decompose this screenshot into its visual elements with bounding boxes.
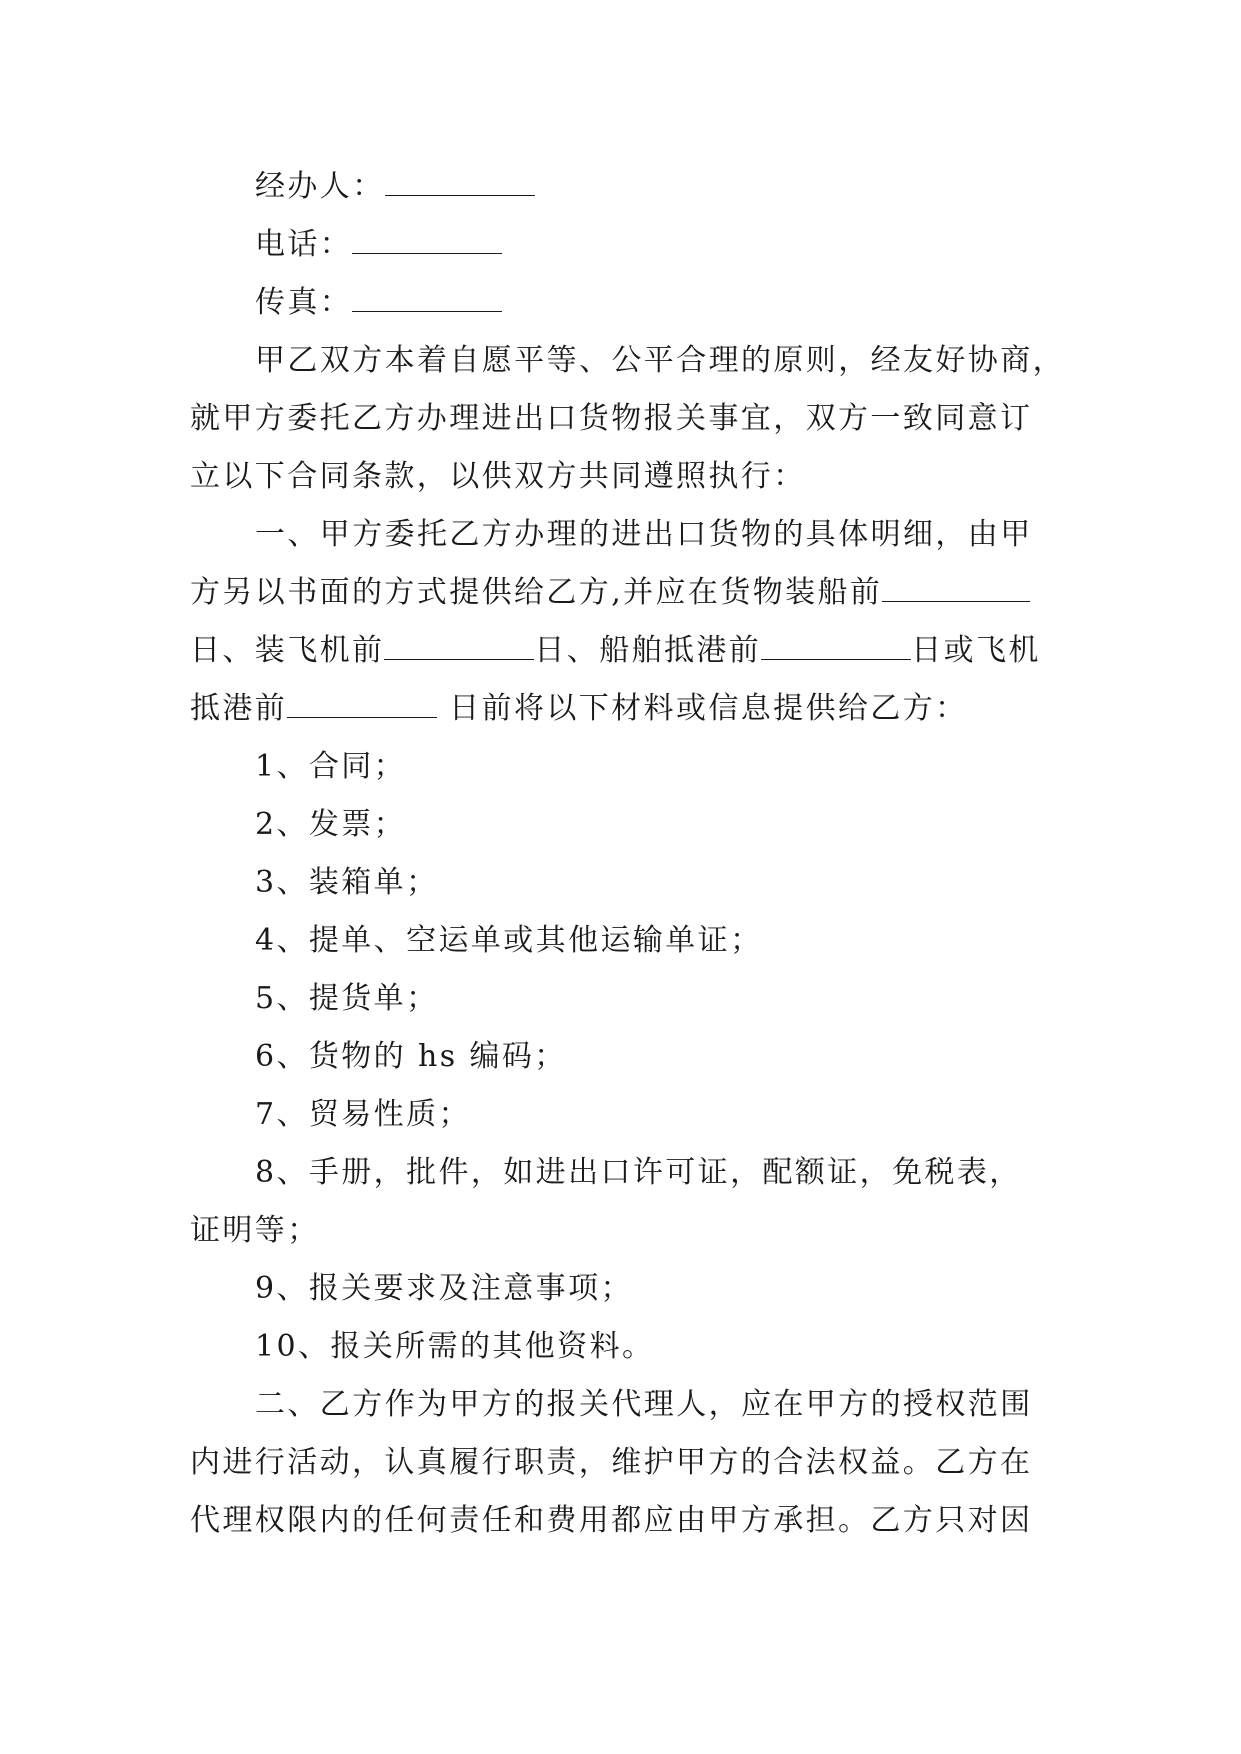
phone-blank: [352, 231, 502, 254]
clause1-line-2-text: 方另以书面的方式提供给乙方,并应在货物装船前: [190, 575, 883, 610]
clause1-line-3: [190, 622, 1052, 680]
list-item: 9、报关要求及注意事项；: [255, 1271, 633, 1306]
clause1-line-2: [190, 564, 1052, 622]
list-item: 4、提单、空运单或其他运输单证；: [255, 923, 763, 958]
document-page: [190, 158, 1065, 1550]
fax-label: 传真：: [255, 285, 353, 320]
fax-blank: [352, 289, 502, 312]
list-item: 5、提货单；: [255, 981, 439, 1016]
clause2-line-2: 内进行活动，认真履行职责，维护甲方的合法权益。乙方在: [190, 1445, 1033, 1480]
loading-date-blank: [882, 579, 1030, 602]
clause1-line-3-c: 日或飞机: [911, 633, 1041, 668]
fax-field: [190, 274, 1052, 332]
list-item: 7、贸易性质；: [255, 1097, 471, 1132]
list-item: 3、装箱单；: [255, 865, 439, 900]
list-item: 8、手册，批件，如进出口许可证，配额证，免税表，: [255, 1155, 1022, 1190]
list-item-continuation: 证明等；: [190, 1213, 320, 1248]
plane-arrival-blank: [287, 695, 437, 718]
intro-line-2: 就甲方委托乙方办理进出口货物报关事宜，双方一致同意订: [190, 401, 1033, 436]
phone-label: 电话：: [255, 227, 353, 262]
handler-field: [190, 158, 1052, 216]
handler-blank: [385, 173, 535, 196]
plane-loading-blank: [384, 637, 534, 660]
ship-arrival-blank: [761, 637, 911, 660]
list-item: 10、报关所需的其他资料。: [255, 1329, 655, 1364]
clause1-line-3-a: 日、装飞机前: [190, 633, 385, 668]
list-item: 2、发票；: [255, 807, 407, 842]
handler-label: 经办人：: [255, 169, 385, 204]
intro-line-1: 甲乙双方本着自愿平等、公平合理的原则，经友好协商，: [255, 343, 1065, 378]
clause1-line-4: [190, 680, 1052, 738]
list-item: 1、合同；: [255, 749, 407, 784]
clause1-line-4-a: 抵港前: [190, 691, 288, 726]
clause1-line-3-b: 日、船舶抵港前: [534, 633, 762, 668]
phone-field: [190, 216, 1052, 274]
clause1-line-1: 一、甲方委托乙方办理的进出口货物的具体明细，由甲: [255, 517, 1033, 552]
intro-line-3: 立以下合同条款，以供双方共同遵照执行：: [190, 459, 806, 494]
clause2-line-3: 代理权限内的任何责任和费用都应由甲方承担。乙方只对因: [190, 1503, 1033, 1538]
list-item: 6、货物的 hs 编码；: [255, 1039, 567, 1074]
clause1-line-4-b: 日前将以下材料或信息提供给乙方：: [437, 691, 968, 726]
clause2-line-1: 二、乙方作为甲方的报关代理人，应在甲方的授权范围: [255, 1387, 1033, 1422]
